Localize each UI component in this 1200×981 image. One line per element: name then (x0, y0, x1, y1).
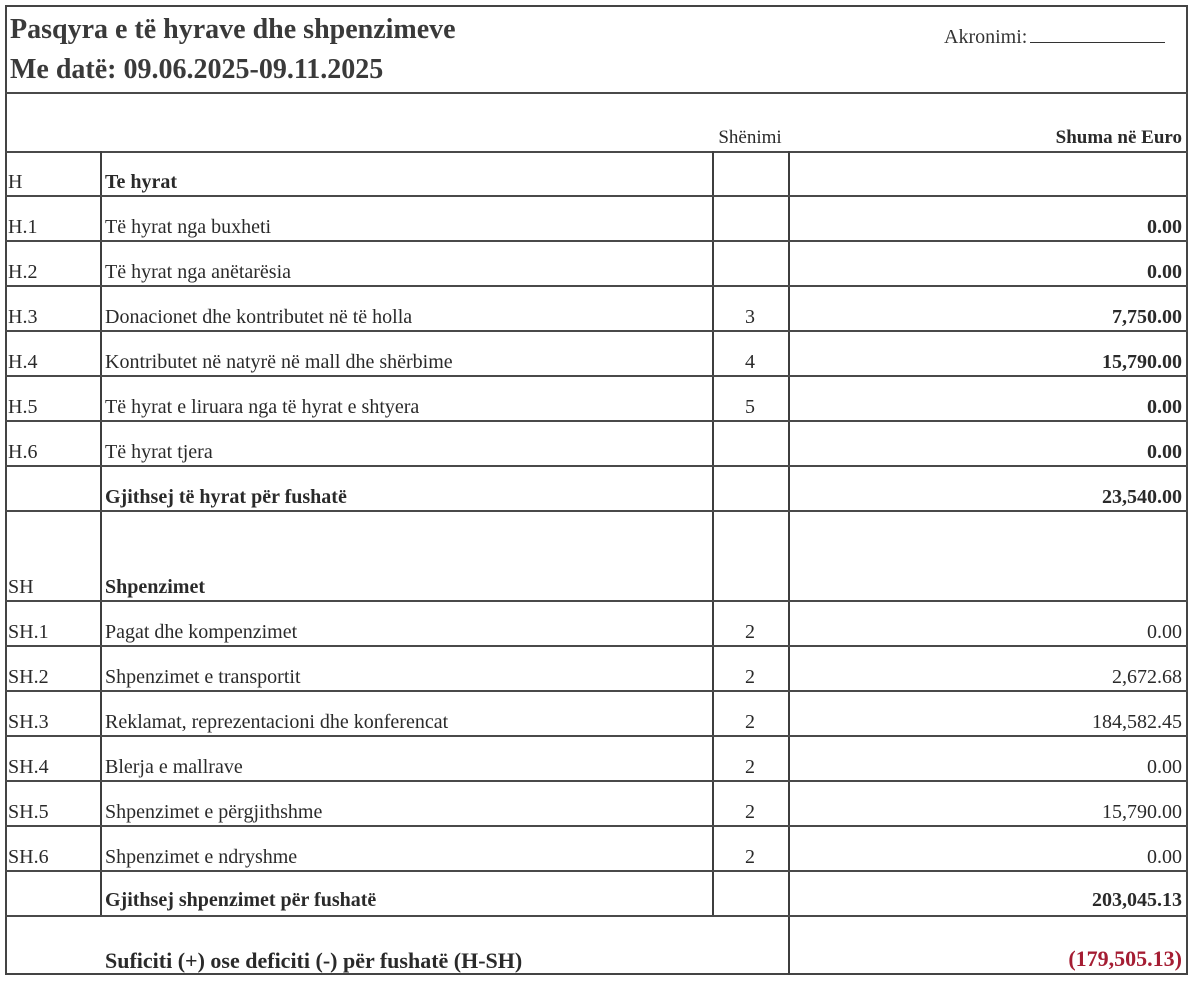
row-amount: 0.00 (1147, 756, 1182, 778)
row-code: H.1 (8, 216, 38, 238)
row-label: Blerja e mallrave (105, 756, 243, 778)
row-label: Të hyrat tjera (105, 441, 213, 463)
row-code: SH.5 (8, 801, 49, 823)
akronimi-label: Akronimi: (944, 26, 1028, 48)
row-label: Të hyrat e liruara nga të hyrat e shtyera (105, 396, 420, 418)
row-divider (5, 690, 1188, 692)
divider (5, 151, 1188, 153)
row-divider (5, 600, 1188, 602)
row-label: Të hyrat nga anëtarësia (105, 261, 292, 283)
row-divider (5, 465, 1188, 467)
row-amount: 0.00 (1147, 216, 1182, 238)
row-divider (5, 420, 1188, 422)
column-divider (788, 151, 790, 975)
row-code: H.4 (8, 351, 38, 373)
row-note: 2 (745, 756, 755, 778)
row-code: H.2 (8, 261, 38, 283)
row-label: Donacionet dhe kontributet në të holla (105, 306, 413, 328)
row-code: SH.6 (8, 846, 49, 868)
expenses-total-label: Gjithsej shpenzimet për fushatë (105, 889, 377, 911)
row-note: 5 (745, 396, 755, 418)
row-note: 2 (745, 801, 755, 823)
section-title-income: Te hyrat (105, 171, 178, 193)
row-amount: 184,582.45 (1092, 711, 1182, 733)
income-total-label: Gjithsej të hyrat për fushatë (105, 486, 347, 508)
row-label: Pagat dhe kompenzimet (105, 621, 298, 643)
row-amount: 0.00 (1147, 846, 1182, 868)
expenses-total-amount: 203,045.13 (1092, 889, 1182, 911)
akronimi-field (944, 26, 1165, 49)
row-code: SH.4 (8, 756, 49, 778)
row-divider (5, 240, 1188, 242)
surplus-deficit-amount: (179,505.13) (1068, 946, 1182, 971)
row-code: H.6 (8, 441, 38, 463)
row-label: Shpenzimet e ndryshme (105, 846, 298, 868)
row-divider (5, 870, 1188, 872)
row-divider (5, 780, 1188, 782)
row-note: 2 (745, 711, 755, 733)
section-code-expenses: SH (8, 576, 34, 598)
row-note: 2 (745, 666, 755, 688)
row-code: H.3 (8, 306, 38, 328)
row-code: SH.3 (8, 711, 49, 733)
section-code-income: H (8, 171, 23, 193)
row-label: Shpenzimet e përgjithshme (105, 801, 323, 823)
divider (5, 92, 1188, 94)
row-note: 2 (745, 621, 755, 643)
row-divider (5, 735, 1188, 737)
row-code: SH.2 (8, 666, 49, 688)
row-note: 3 (745, 306, 755, 328)
row-code: H.5 (8, 396, 38, 418)
akronimi-blank-line (1030, 28, 1165, 43)
row-divider (5, 285, 1188, 287)
row-amount: 15,790.00 (1102, 351, 1182, 373)
row-amount: 15,790.00 (1102, 801, 1182, 823)
column-header-amount: Shuma në Euro (1055, 127, 1182, 148)
row-code: SH.1 (8, 621, 49, 643)
column-header-note: Shënimi (718, 127, 782, 148)
row-amount: 2,672.68 (1112, 666, 1182, 688)
row-label: Shpenzimet e transportit (105, 666, 301, 688)
surplus-deficit-label: Suficiti (+) ose deficiti (-) për fushatë (H-SH) (105, 948, 523, 973)
row-divider (5, 375, 1188, 377)
row-amount: 7,750.00 (1112, 306, 1182, 328)
document-title: Pasqyra e të hyrave dhe shpenzimeve (10, 14, 456, 45)
row-amount: 0.00 (1147, 396, 1182, 418)
row-label: Reklamat, reprezentacioni dhe konferencat (105, 711, 449, 733)
section-title-expenses: Shpenzimet (105, 576, 205, 598)
row-amount: 0.00 (1147, 441, 1182, 463)
row-amount: 0.00 (1147, 261, 1182, 283)
row-divider (5, 195, 1188, 197)
row-divider (5, 330, 1188, 332)
row-note: 2 (745, 846, 755, 868)
row-divider (5, 915, 1188, 917)
row-divider (5, 510, 1188, 512)
row-divider (5, 645, 1188, 647)
row-note: 4 (745, 351, 755, 373)
row-label: Kontributet në natyrë në mall dhe shërbime (105, 351, 453, 373)
date-range: Me datë: 09.06.2025-09.11.2025 (10, 54, 384, 85)
row-divider (5, 825, 1188, 827)
row-label: Të hyrat nga buxheti (105, 216, 272, 238)
column-divider (100, 151, 102, 917)
row-amount: 0.00 (1147, 621, 1182, 643)
income-total-amount: 23,540.00 (1102, 486, 1182, 508)
